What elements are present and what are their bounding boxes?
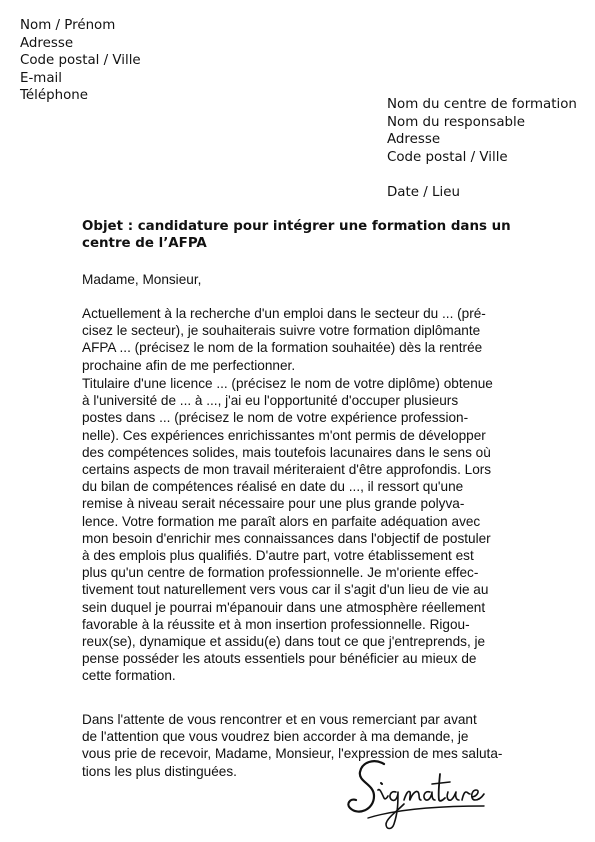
sender-phone: Téléphone: [20, 88, 89, 104]
handwritten-signature: [344, 754, 494, 834]
recipient-manager: Nom du responsable: [387, 114, 525, 130]
paragraph-line: sein duquel je pourrai m'épanouir dans une atmosphère réellement: [82, 599, 486, 615]
paragraph-line: remise à niveau serait nécessaire pour une plus grande polyva-: [82, 496, 465, 512]
paragraph-line: favorable à la réussite et à mon insertion professionnelle. Rigou-: [82, 616, 470, 632]
paragraph-line: à l'université de ... à ..., j'ai eu l'opportunité d'occuper plusieurs: [82, 393, 459, 409]
paragraph-line: pense posséder les atouts essentiels pour bénéficier au mieux de: [82, 651, 477, 667]
sender-postal-city: Code postal / Ville: [20, 53, 141, 69]
paragraph-line: Dans l'attente de vous rencontrer et en vous remerciant par avant: [82, 712, 477, 727]
paragraph-2: [82, 375, 493, 685]
paragraph-line: AFPA ... (précisez le nom de la formation souhaitée) dès la rentrée: [82, 340, 483, 356]
sender-name: Nom / Prénom: [20, 18, 116, 33]
sender-email: E-mail: [20, 70, 62, 86]
paragraph-line: cisez le secteur), je souhaiterais suivre votre formation diplômante: [82, 323, 481, 339]
paragraph-line: de l'attention que vous voudrez bien accorder à ma demande, je: [82, 729, 469, 745]
paragraph-line: certains aspects de mon travail mériteraient d'être approfondis. Lors: [82, 462, 492, 478]
recipient-center: Nom du centre de formation: [387, 97, 577, 112]
paragraph-line: prochaine afin de me perfectionner.: [82, 357, 296, 373]
paragraph-line: nelle). Ces expériences enrichissantes m'ont permis de développer: [82, 427, 486, 443]
subject-line-1: Objet : candidature pour intégrer une formation dans un: [82, 219, 511, 234]
salutation: Madame, Monsieur,: [82, 272, 202, 287]
recipient-address: Adresse: [387, 132, 441, 148]
paragraph-line: tivement tout naturellement vers vous car il s'agit d'un lieu de vie au: [82, 582, 489, 598]
paragraph-line: des compétences solides, mais toutefois lacunaires dans le sens où: [82, 444, 491, 460]
paragraph-line: à des emplois plus qualifiés. D'autre part, votre établissement est: [82, 548, 474, 564]
paragraph-line: Actuellement à la recherche d'un emploi dans le secteur du ... (pré-: [82, 306, 486, 321]
paragraph-line: reux(se), dynamique et assidu(e) dans tout ce que j'entreprends, je: [82, 634, 486, 650]
paragraph-line: plus qu'un centre de formation professionnelle. Je m'oriente effec-: [82, 565, 479, 581]
subject-line-2: centre de l’AFPA: [82, 236, 207, 252]
paragraph-line: cette formation.: [82, 668, 176, 684]
paragraph-line: lence. Votre formation me paraît alors en parfaite adéquation avec: [82, 513, 481, 529]
sender-address: Adresse: [20, 35, 74, 51]
paragraph-line: tions les plus distinguées.: [82, 763, 237, 779]
paragraph-line: Titulaire d'une licence ... (précisez le nom de votre diplôme) obtenue: [82, 376, 493, 391]
recipient-block: [387, 96, 577, 166]
paragraph-line: vous prie de recevoir, Madame, Monsieur, l'expression de mes saluta-: [82, 746, 503, 762]
subject-line: [82, 218, 511, 253]
date-place: Date / Lieu: [387, 185, 460, 200]
paragraph-line: du bilan de compétences réalisé en date du ..., il ressort qu'une: [82, 479, 464, 495]
paragraph-line: postes dans ... (précisez le nom de votre expérience profession-: [82, 410, 469, 426]
paragraph-line: mon besoin d'enrichir mes connaissances dans l'objectif de postuler: [82, 530, 491, 546]
sender-block: [20, 17, 141, 105]
recipient-postal-city: Code postal / Ville: [387, 149, 508, 165]
paragraph-1: [82, 305, 486, 374]
